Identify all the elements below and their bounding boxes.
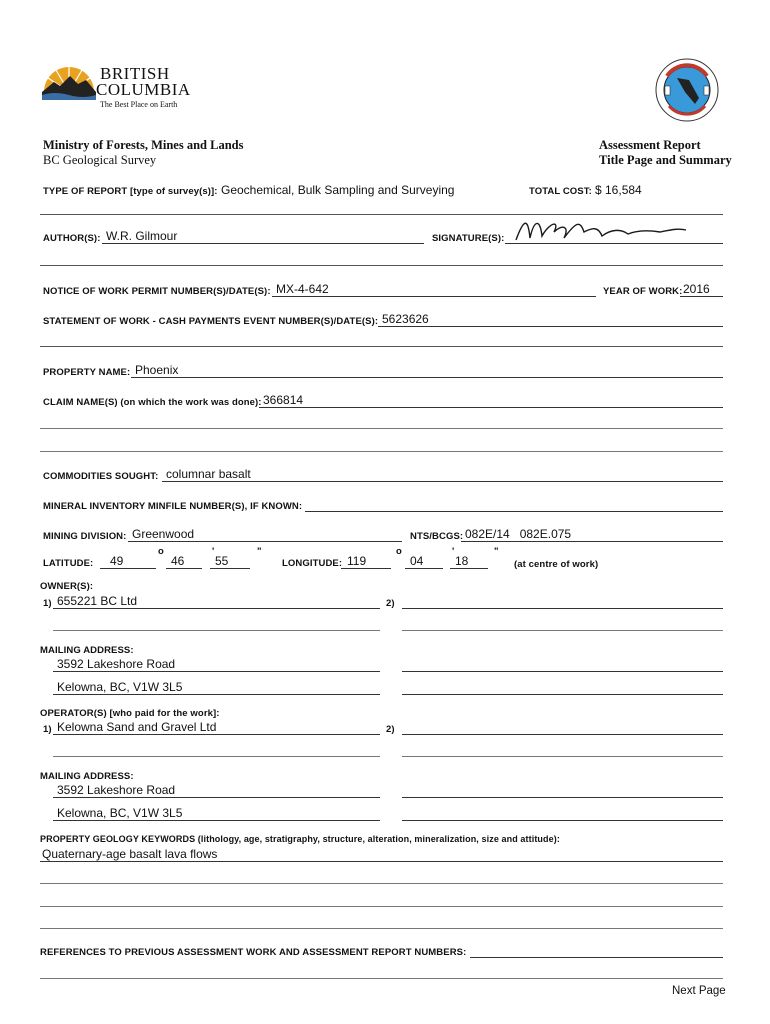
nts-label: NTS/BCGS: — [410, 531, 464, 542]
signature-icon — [510, 212, 690, 246]
mining-division-value[interactable]: Greenwood — [132, 527, 195, 541]
logo-british: BRITISH — [100, 64, 170, 83]
geology-line-2 — [40, 883, 723, 884]
latitude-degrees[interactable]: 49 — [110, 554, 124, 568]
lat-minute-symbol: ' — [212, 546, 215, 557]
operator-addr-line2 — [53, 820, 380, 821]
year-of-work-label: YEAR OF WORK: — [603, 286, 683, 297]
geology-line-3 — [40, 906, 723, 907]
owner-addr-line1 — [53, 671, 380, 672]
next-page-button[interactable]: Next Page — [672, 985, 726, 997]
centre-of-work-note: (at centre of work) — [514, 559, 599, 570]
statement-of-work-label: STATEMENT OF WORK - CASH PAYMENTS EVENT NUMBER(S)/DATE(S): — [43, 316, 379, 327]
nts-value[interactable]: 082E/14 082E.075 — [465, 527, 572, 541]
owner-addr-line2 — [53, 694, 380, 695]
commodities-line — [162, 481, 723, 482]
latitude-seconds[interactable]: 55 — [215, 554, 229, 568]
operator2-line — [402, 734, 723, 735]
owner1-number: 1) — [43, 598, 52, 609]
operator-mailing-address-label: MAILING ADDRESS: — [40, 771, 134, 782]
claim-line-2 — [40, 428, 723, 429]
author-label: AUTHOR(S): — [43, 233, 101, 244]
owner-address-line2[interactable]: Kelowna, BC, V1W 3L5 — [57, 680, 183, 694]
owners-label: OWNER(S): — [40, 581, 94, 592]
owner1-line — [53, 608, 380, 609]
longitude-seconds[interactable]: 18 — [455, 554, 469, 568]
property-line — [131, 377, 723, 378]
lon-min-line — [405, 568, 443, 569]
minfile-label: MINERAL INVENTORY MINFILE NUMBER(S), IF KNOWN: — [43, 501, 303, 512]
owner2-addr-line1 — [402, 671, 723, 672]
operator2-addr-line1 — [402, 797, 723, 798]
owner-mailing-address-label: MAILING ADDRESS: — [40, 645, 134, 656]
total-cost-value[interactable]: $ 16,584 — [595, 183, 642, 197]
longitude-label: LONGITUDE: — [282, 558, 343, 569]
longitude-degrees[interactable]: 119 — [347, 554, 367, 568]
operator2-addr-line2 — [402, 820, 723, 821]
author-line — [102, 243, 424, 244]
operators-label: OPERATOR(S) [who paid for the work]: — [40, 708, 220, 719]
owner-address-line1[interactable]: 3592 Lakeshore Road — [57, 657, 176, 671]
year-line — [680, 296, 723, 297]
operator1-value[interactable]: Kelowna Sand and Gravel Ltd — [57, 720, 217, 734]
sun-mountain-icon — [40, 58, 98, 100]
geological-survey-seal — [655, 58, 719, 122]
statement-of-work-value[interactable]: 5623626 — [382, 312, 429, 326]
signature — [510, 212, 690, 246]
operator2-line-2 — [402, 756, 723, 757]
total-cost-label: TOTAL COST: — [529, 186, 592, 197]
claim-names-label: CLAIM NAME(S) (on which the work was done): — [43, 397, 262, 408]
survey-name: BC Geological Survey — [43, 153, 157, 167]
divider — [40, 346, 723, 347]
ministry-name: Ministry of Forests, Mines and Lands — [43, 138, 244, 152]
geology-line-4 — [40, 928, 723, 929]
claim-line — [259, 407, 723, 408]
minfile-line — [305, 511, 723, 512]
references-line-2 — [40, 978, 723, 979]
report-title: Assessment Report — [599, 138, 701, 152]
geology-line-1 — [40, 861, 723, 862]
lon-second-symbol: " — [494, 546, 499, 557]
operator2-number: 2) — [386, 724, 395, 735]
type-of-report-label: TYPE OF REPORT [type of survey(s)]: — [43, 186, 218, 197]
division-line — [128, 541, 402, 542]
claim-line-3 — [40, 451, 723, 452]
owner2-addr-line2 — [402, 694, 723, 695]
latitude-label: LATITUDE: — [43, 558, 94, 569]
owner2-line-2 — [402, 630, 723, 631]
notice-line — [272, 296, 596, 297]
longitude-minutes[interactable]: 04 — [410, 554, 424, 568]
author-value[interactable]: W.R. Gilmour — [106, 229, 178, 243]
claim-names-value[interactable]: 366814 — [263, 393, 304, 407]
lon-minute-symbol: ' — [452, 546, 455, 557]
operator-address-line1[interactable]: 3592 Lakeshore Road — [57, 783, 176, 797]
logo-columbia: COLUMBIA — [96, 80, 191, 99]
lat-min-line — [166, 568, 202, 569]
property-name-label: PROPERTY NAME: — [43, 367, 131, 378]
notice-of-work-value[interactable]: MX-4-642 — [276, 282, 329, 296]
commodities-value[interactable]: columnar basalt — [166, 467, 251, 481]
bc-logo — [40, 58, 200, 114]
lon-sec-line — [450, 568, 488, 569]
geology-keywords-value[interactable]: Quaternary-age basalt lava flows — [42, 847, 218, 861]
nts-line — [461, 541, 723, 542]
signature-label: SIGNATURE(S): — [432, 233, 505, 244]
references-line — [470, 957, 723, 958]
commodities-label: COMMODITIES SOUGHT: — [43, 471, 159, 482]
year-of-work-value[interactable]: 2016 — [683, 282, 710, 296]
lat-second-symbol: " — [257, 546, 262, 557]
lat-sec-line — [210, 568, 250, 569]
owner1-value[interactable]: 655221 BC Ltd — [57, 594, 138, 608]
logo-tagline: The Best Place on Earth — [100, 100, 178, 109]
operator1-line-2 — [53, 756, 380, 757]
statement-line — [378, 326, 723, 327]
operator-addr-line1 — [53, 797, 380, 798]
operator1-number: 1) — [43, 724, 52, 735]
mining-division-label: MINING DIVISION: — [43, 531, 127, 542]
lon-deg-line — [341, 568, 391, 569]
property-name-value[interactable]: Phoenix — [135, 363, 179, 377]
owner1-line-2 — [53, 630, 380, 631]
operator1-line — [53, 734, 380, 735]
type-of-report-value[interactable]: Geochemical, Bulk Sampling and Surveying — [221, 183, 455, 197]
owner2-line — [402, 608, 723, 609]
seal-icon — [655, 58, 719, 122]
latitude-minutes[interactable]: 46 — [171, 554, 185, 568]
operator-address-line2[interactable]: Kelowna, BC, V1W 3L5 — [57, 806, 183, 820]
divider — [40, 265, 723, 266]
lat-deg-line — [100, 568, 156, 569]
notice-of-work-label: NOTICE OF WORK PERMIT NUMBER(S)/DATE(S): — [43, 286, 271, 297]
report-subtitle: Title Page and Summary — [599, 153, 732, 167]
geology-keywords-label: PROPERTY GEOLOGY KEYWORDS (lithology, age, stratigraphy, structure, alteration, mineralization, size and attitude): — [40, 834, 560, 844]
lat-degree-symbol: o — [158, 546, 164, 557]
owner2-number: 2) — [386, 598, 395, 609]
lon-degree-symbol: o — [396, 546, 402, 557]
references-label: REFERENCES TO PREVIOUS ASSESSMENT WORK AND ASSESSMENT REPORT NUMBERS: — [40, 947, 467, 958]
